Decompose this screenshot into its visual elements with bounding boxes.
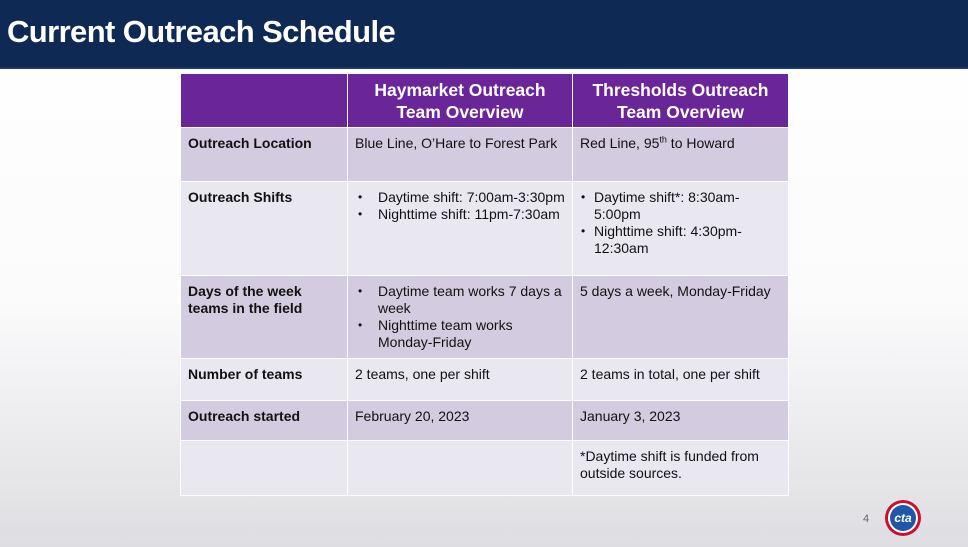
table-row-footnote	[181, 441, 789, 496]
table-row-teams	[181, 359, 789, 401]
row-label: Outreach started	[181, 401, 348, 441]
table-row-shifts	[181, 182, 789, 276]
row-label: Outreach Location	[181, 128, 348, 182]
cta-logo-icon	[884, 499, 922, 537]
table-row-days	[181, 276, 789, 359]
thresholds-footnote: *Daytime shift is funded from outside sources.	[573, 441, 789, 496]
table-header-row	[181, 74, 789, 128]
list-item: • Nighttime shift: 11pm-7:30am	[355, 206, 565, 223]
list-item: • Daytime shift*: 8:30am-5:00pm	[580, 189, 781, 223]
header-haymarket: Haymarket Outreach Team Overview	[348, 74, 573, 128]
table-row-started	[181, 401, 789, 441]
outreach-schedule-table	[180, 73, 789, 496]
row-label: Outreach Shifts	[181, 182, 348, 276]
logo-text: cta	[894, 511, 912, 525]
list-item: • Nighttime team works Monday-Friday	[355, 317, 565, 351]
header-cell-empty	[181, 74, 348, 128]
haymarket-shifts	[348, 182, 573, 276]
thresholds-days: 5 days a week, Monday-Friday	[573, 276, 789, 359]
row-label: Number of teams	[181, 359, 348, 401]
haymarket-started: February 20, 2023	[348, 401, 573, 441]
haymarket-teams: 2 teams, one per shift	[348, 359, 573, 401]
row-label	[181, 441, 348, 496]
haymarket-footnote	[348, 441, 573, 496]
thresholds-started: January 3, 2023	[573, 401, 789, 441]
table-row-location	[181, 128, 789, 182]
title-bar	[0, 0, 968, 69]
thresholds-shifts	[573, 182, 789, 276]
list-item: • Daytime team works 7 days a week	[355, 283, 565, 317]
thresholds-location: Red Line, 95th to Howard	[573, 128, 789, 182]
haymarket-location: Blue Line, O’Hare to Forest Park	[348, 128, 573, 182]
header-thresholds: Thresholds Outreach Team Overview	[573, 74, 789, 128]
list-item: • Daytime shift: 7:00am-3:30pm	[355, 189, 565, 206]
list-item: • Nighttime shift: 4:30pm-12:30am	[580, 223, 781, 257]
thresholds-teams: 2 teams in total, one per shift	[573, 359, 789, 401]
slide-title: Current Outreach Schedule	[7, 14, 396, 49]
row-label: Days of the week teams in the field	[181, 276, 348, 359]
haymarket-days	[348, 276, 573, 359]
page-number: 4	[863, 513, 870, 525]
